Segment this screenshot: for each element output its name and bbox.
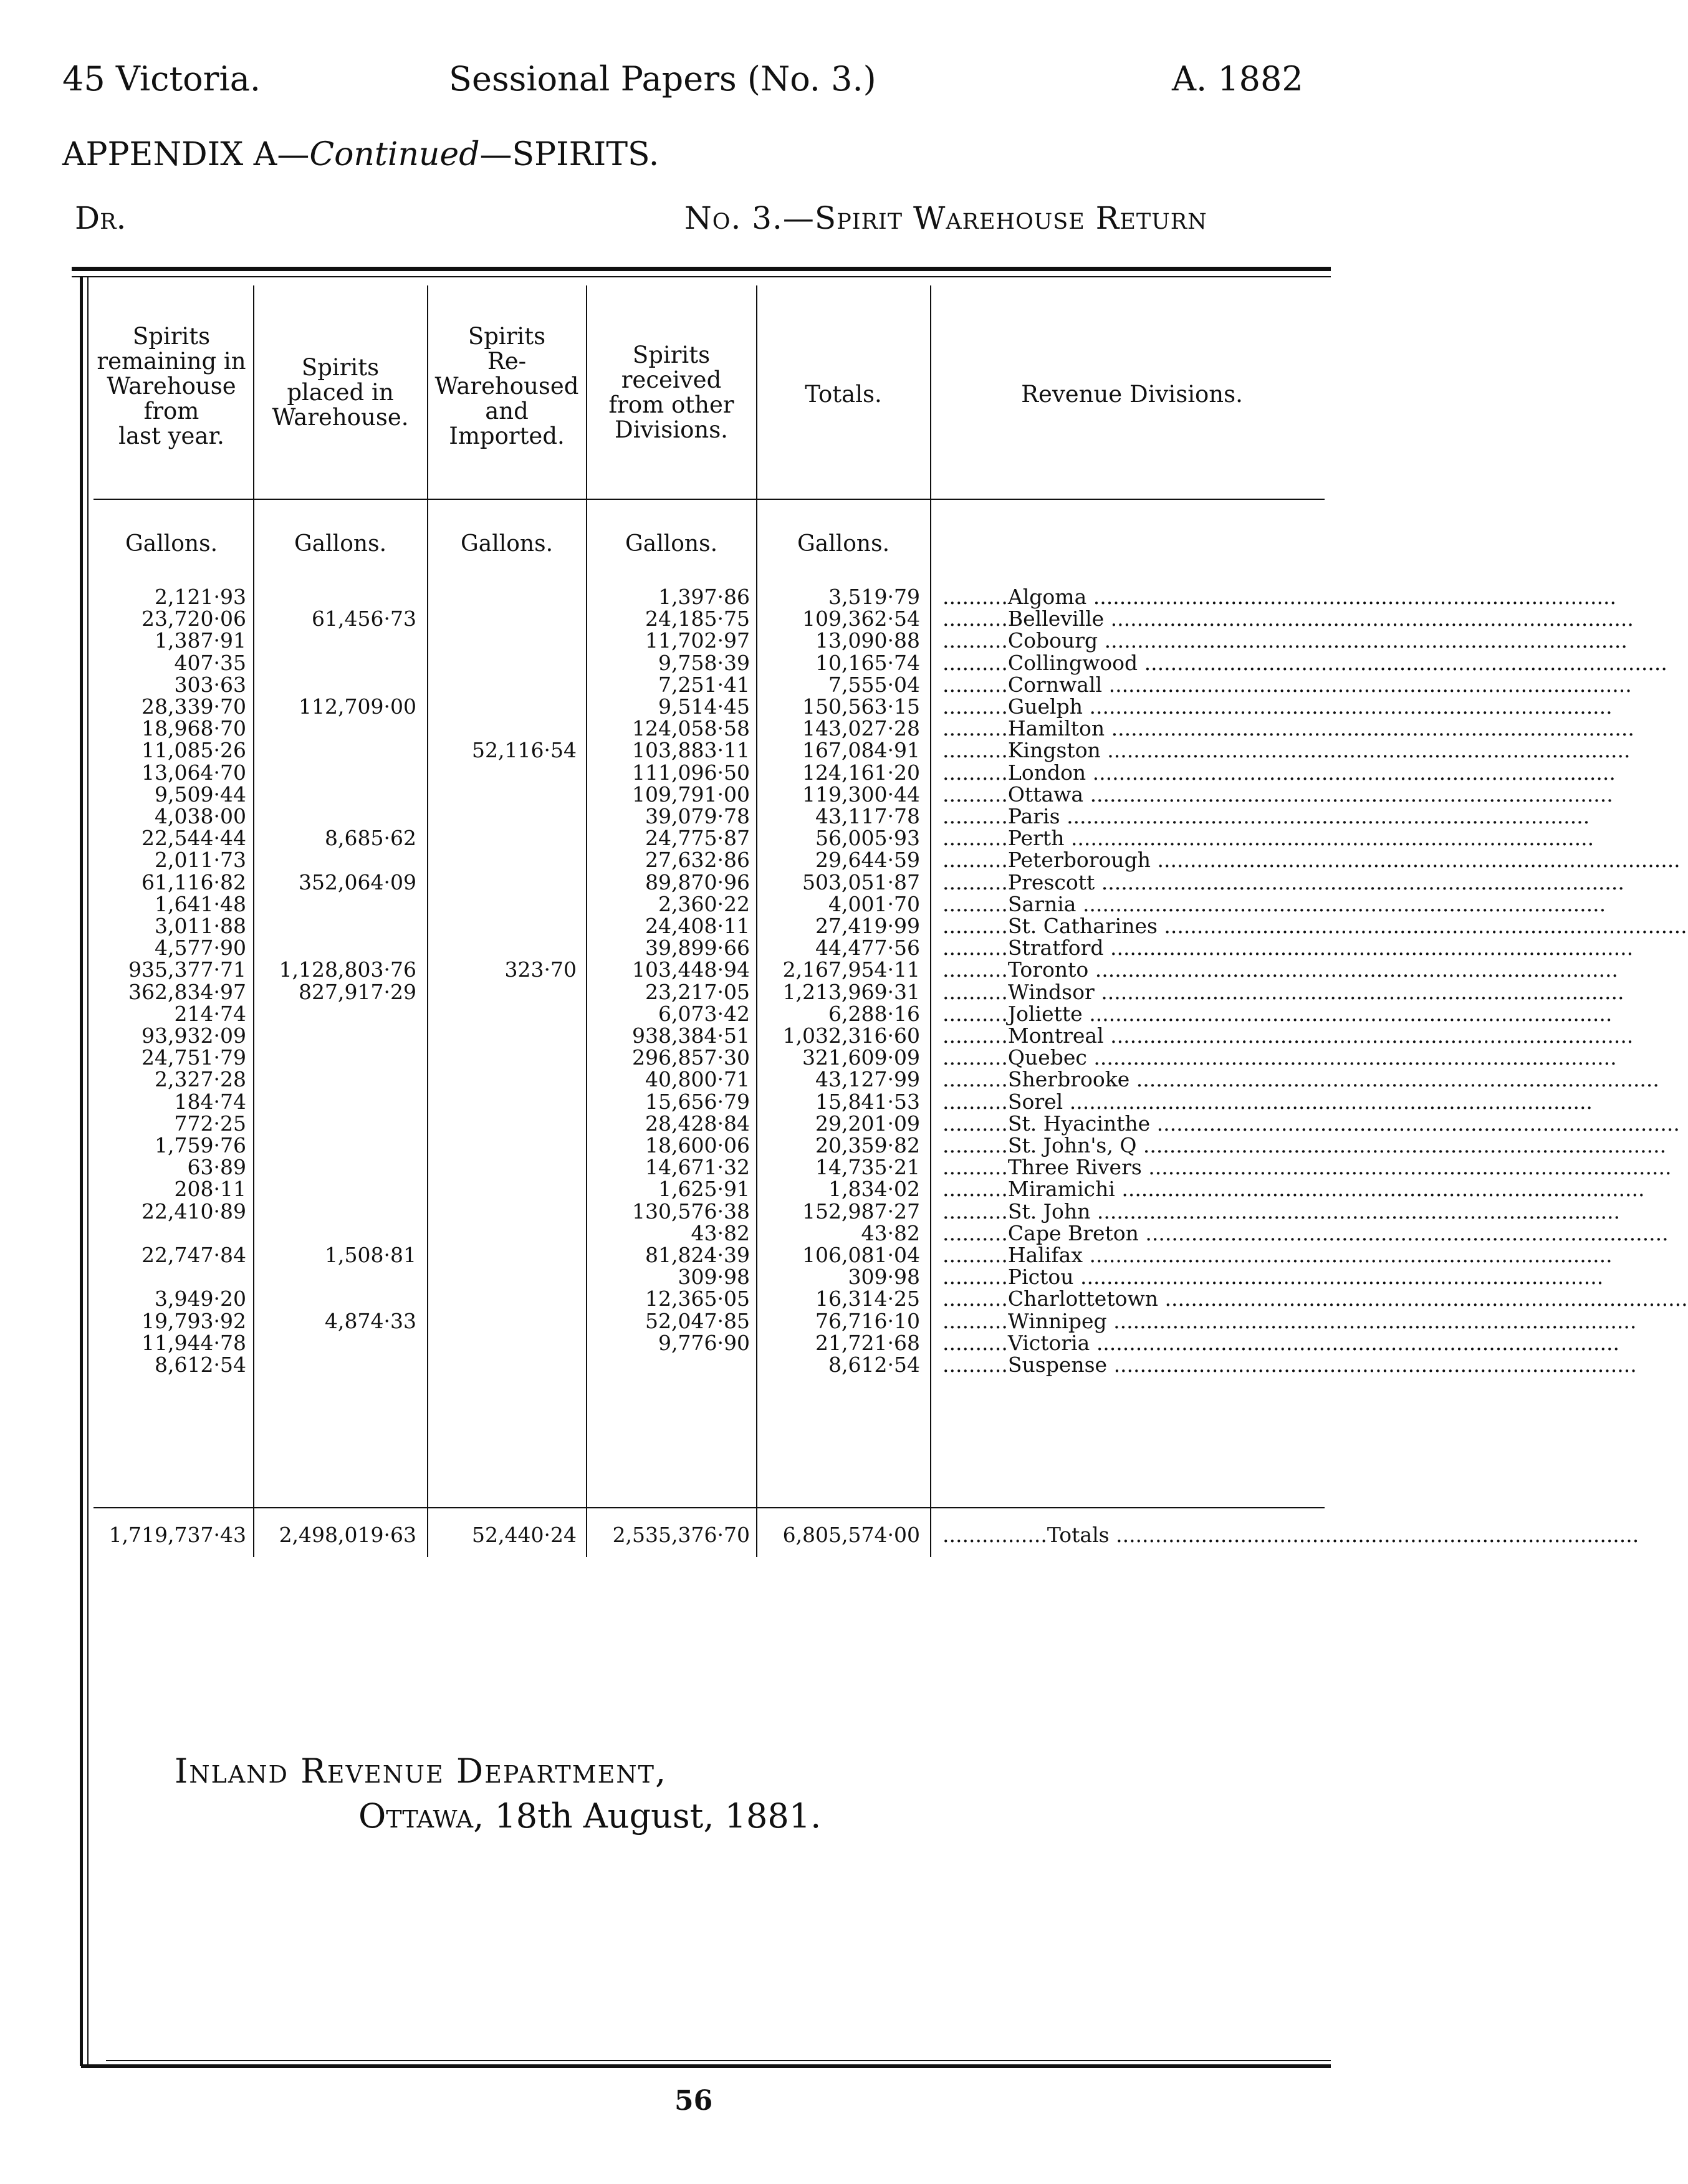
cell-total: 167,084·91	[802, 738, 920, 762]
place-date-line	[358, 1796, 821, 1836]
cell-division: ..........Pictou ................................................................................	[942, 1265, 1604, 1289]
cell-placed	[256, 674, 416, 696]
cell-placed	[256, 652, 416, 674]
cell-remaining: 22,410·89	[141, 1199, 246, 1224]
cell-rewarehoused	[430, 696, 577, 717]
division-name: Paris	[1007, 804, 1060, 828]
cell-rewarehoused	[430, 981, 577, 1003]
cell-received: 40,800·71	[645, 1067, 750, 1091]
cell-rewarehoused	[430, 849, 577, 871]
cell-division: ..........Cobourg ................................................................................	[942, 628, 1628, 653]
cell-placed	[256, 1266, 416, 1288]
cell-remaining: 407·35	[174, 651, 246, 675]
cell-total: 321,609·09	[802, 1045, 920, 1070]
division-name: Peterborough	[1007, 848, 1151, 872]
cell-rewarehoused	[430, 586, 577, 608]
cell-total: 44,477·56	[815, 936, 920, 960]
cell-total: 16,314·25	[815, 1286, 920, 1311]
cell-total: 106,081·04	[802, 1243, 920, 1267]
appendix-italic: Continued	[309, 136, 480, 173]
cell-total: 43,127·99	[815, 1067, 920, 1091]
cell-total: 29,201·09	[815, 1111, 920, 1136]
col-sep-1	[253, 285, 254, 1557]
unit-remaining: Gallons.	[125, 531, 218, 557]
cell-placed	[256, 717, 416, 739]
page-number: 56	[674, 2085, 713, 2117]
division-name: Winnipeg	[1007, 1309, 1107, 1333]
cell-rewarehoused: 52,116·54	[472, 738, 577, 762]
cell-received: 18,600·06	[645, 1133, 750, 1157]
cell-received: 28,428·84	[645, 1111, 750, 1136]
cell-received: 124,058·58	[632, 716, 750, 740]
cell-remaining: 19,793·92	[141, 1309, 246, 1333]
cell-division: ..........Sorel ................................................................................	[942, 1090, 1593, 1114]
cell-rewarehoused	[430, 608, 577, 630]
division-name: Charlottetown	[1007, 1286, 1158, 1311]
division-name: Cornwall	[1007, 673, 1103, 697]
cell-total: 76,716·10	[815, 1309, 920, 1333]
return-title: No. 3.—Spirit Warehouse Return	[684, 200, 1207, 236]
cell-division: ..........Quebec ................................................................................	[942, 1045, 1617, 1070]
division-name: Stratford	[1007, 936, 1104, 960]
cell-remaining: 9,509·44	[155, 782, 246, 807]
cell-division: ..........London ................................................................................	[942, 760, 1616, 785]
cell-rewarehoused	[430, 1288, 577, 1310]
cell-placed	[256, 937, 416, 959]
col-header-received: Spirits received from other Divisions.	[608, 342, 734, 443]
cell-remaining: 3,949·20	[155, 1286, 246, 1311]
col-sep-4	[756, 285, 757, 1557]
cell-division: ..........Joliette ................................................................................	[942, 1002, 1613, 1026]
division-name: Cobourg	[1007, 628, 1098, 653]
cell-remaining: 13,064·70	[141, 760, 246, 785]
division-name: St. John	[1007, 1199, 1091, 1224]
cell-received: 938,384·51	[632, 1023, 750, 1048]
cell-placed	[256, 849, 416, 871]
cell-division: ..........Montreal ................................................................................	[942, 1023, 1634, 1048]
cell-division: ..........Three Rivers ................................................................................	[942, 1155, 1672, 1179]
cell-placed	[256, 783, 416, 805]
cell-total: 7,555·04	[828, 673, 920, 697]
cell-received: 9,514·45	[658, 694, 750, 719]
cell-division: ..........Stratford ................................................................................	[942, 936, 1634, 960]
cell-division: ..........Collingwood ................................................................................	[942, 651, 1667, 675]
cell-received: 103,448·94	[632, 957, 750, 982]
header-right: A. 1882	[1172, 59, 1303, 98]
cell-placed	[256, 1091, 416, 1113]
cell-placed: 1,508·81	[325, 1243, 416, 1267]
division-name: Halifax	[1007, 1243, 1083, 1267]
cell-remaining: 11,944·78	[141, 1331, 246, 1355]
cell-received: 6,073·42	[658, 1002, 750, 1026]
cell-division: ..........Sarnia ................................................................................	[942, 892, 1606, 916]
total-remaining: 1,719,737·43	[108, 1523, 246, 1547]
cell-received: 9,776·90	[658, 1331, 750, 1355]
division-name: Pictou	[1007, 1265, 1074, 1289]
header-center: Sessional Papers (No. 3.)	[449, 59, 876, 98]
cell-division: ..........St. Catharines ................................................................................	[942, 914, 1687, 938]
cell-rewarehoused	[430, 1091, 577, 1113]
division-name: Quebec	[1007, 1045, 1087, 1070]
cell-division: ..........Peterborough ................................................................................	[942, 848, 1681, 872]
cell-total: 20,359·82	[815, 1133, 920, 1157]
total-placed: 2,498,019·63	[279, 1523, 416, 1547]
division-name: Perth	[1007, 826, 1065, 850]
cell-total: 124,161·20	[802, 760, 920, 785]
cell-remaining: 93,932·09	[141, 1023, 246, 1048]
left-rule-inner	[87, 277, 89, 2066]
cell-total: 4,001·70	[828, 892, 920, 916]
cell-placed: 827,917·29	[299, 980, 416, 1004]
cell-total: 309·98	[848, 1265, 920, 1289]
cell-placed	[256, 1113, 416, 1134]
division-name: Hamilton	[1007, 716, 1105, 740]
cell-rewarehoused	[430, 915, 577, 937]
cell-received: 39,079·78	[645, 804, 750, 828]
cell-rewarehoused	[430, 1310, 577, 1332]
cell-division: ..........Hamilton ................................................................................	[942, 716, 1634, 740]
cell-placed	[256, 805, 416, 827]
cell-division: ..........Cornwall ................................................................................	[942, 673, 1632, 697]
division-name: Guelph	[1007, 694, 1083, 719]
cell-received: 9,758·39	[658, 651, 750, 675]
cell-placed: 4,874·33	[325, 1309, 416, 1333]
cell-received: 39,899·66	[645, 936, 750, 960]
cell-total: 152,987·27	[802, 1199, 920, 1224]
cell-placed	[256, 739, 416, 761]
cell-remaining	[94, 1266, 246, 1288]
cell-rewarehoused	[430, 893, 577, 915]
cell-rewarehoused	[430, 1332, 577, 1354]
cell-received: 23,217·05	[645, 980, 750, 1004]
cell-rewarehoused	[430, 827, 577, 849]
cell-received: 109,791·00	[632, 782, 750, 807]
unit-placed: Gallons.	[294, 531, 387, 557]
cell-received: 111,096·50	[632, 760, 750, 785]
cell-remaining: 214·74	[174, 1002, 246, 1026]
col-header-revenue-divisions: Revenue Divisions.	[1021, 381, 1243, 408]
cell-total: 6,288·16	[828, 1002, 920, 1026]
cell-division: ..........Victoria ................................................................................	[942, 1331, 1619, 1355]
cell-rewarehoused	[430, 762, 577, 783]
cell-placed: 8,685·62	[325, 826, 416, 850]
cell-rewarehoused	[430, 1200, 577, 1222]
cell-total: 503,051·87	[802, 870, 920, 894]
cell-placed	[256, 1156, 416, 1178]
cell-received: 130,576·38	[632, 1199, 750, 1224]
cell-total: 2,167,954·11	[782, 957, 920, 982]
city: Ottawa	[358, 1796, 474, 1836]
cell-remaining: 61,116·82	[141, 870, 246, 894]
cell-division: ..........Belleville ................................................................................	[942, 606, 1634, 631]
totals-top-rule	[94, 1507, 1325, 1508]
cell-remaining: 208·11	[174, 1177, 246, 1201]
cell-total: 119,300·44	[802, 782, 920, 807]
cell-division: ..........St. John's, Q ................................................................................	[942, 1133, 1667, 1157]
cell-placed	[256, 1025, 416, 1046]
cell-rewarehoused	[430, 1156, 577, 1178]
cell-remaining: 11,085·26	[141, 738, 246, 762]
cell-total: 56,005·93	[815, 826, 920, 850]
cell-remaining: 18,968·70	[141, 716, 246, 740]
cell-rewarehoused	[430, 1068, 577, 1090]
division-name: Algoma	[1007, 585, 1087, 609]
cell-remaining: 184·74	[174, 1090, 246, 1114]
cell-received: 24,185·75	[645, 606, 750, 631]
division-name: Suspense	[1007, 1353, 1108, 1377]
unit-rewarehoused: Gallons.	[460, 531, 554, 557]
cell-remaining: 303·63	[174, 673, 246, 697]
division-name: Kingston	[1007, 738, 1101, 762]
division-name: Collingwood	[1007, 651, 1138, 675]
header-left: 45 Victoria.	[62, 59, 261, 98]
unit-totals: Gallons.	[797, 531, 890, 557]
totals-label: Totals	[1047, 1523, 1110, 1547]
cell-rewarehoused	[430, 937, 577, 959]
cell-division: ..........St. John ................................................................................	[942, 1199, 1621, 1224]
cell-division: ..........Guelph ................................................................................	[942, 694, 1613, 719]
cell-total: 8,612·54	[828, 1353, 920, 1377]
cell-rewarehoused	[430, 805, 577, 827]
cell-rewarehoused	[430, 1134, 577, 1156]
division-name: Belleville	[1007, 606, 1105, 631]
division-name: London	[1007, 760, 1086, 785]
division-name: Miramichi	[1007, 1177, 1115, 1201]
cell-received: 52,047·85	[645, 1309, 750, 1333]
col-header-placed: Spirits placed in Warehouse.	[272, 354, 409, 431]
cell-division: ..........Halifax ................................................................................	[942, 1243, 1613, 1267]
cell-division: ..........Kingston ................................................................................	[942, 738, 1631, 762]
cell-received: 7,251·41	[658, 673, 750, 697]
total-received: 2,535,376·70	[612, 1523, 750, 1547]
cell-remaining: 1,641·48	[155, 892, 246, 916]
cell-rewarehoused	[430, 1025, 577, 1046]
cell-total: 143,027·28	[802, 716, 920, 740]
cell-rewarehoused: 323·70	[504, 957, 577, 982]
division-name: Sherbrooke	[1007, 1067, 1130, 1091]
cell-total: 10,165·74	[815, 651, 920, 675]
bottom-rule	[81, 2064, 1331, 2068]
dr-label: Dr.	[75, 200, 127, 236]
cell-total: 1,834·02	[828, 1177, 920, 1201]
cell-remaining: 4,038·00	[155, 804, 246, 828]
col-sep-3	[586, 285, 587, 1557]
cell-remaining: 3,011·88	[155, 914, 246, 938]
cell-placed	[256, 1134, 416, 1156]
cell-division: ..........Charlottetown ................................................................................	[942, 1286, 1688, 1311]
cell-placed	[256, 1178, 416, 1200]
division-name: St. Catharines	[1007, 914, 1158, 938]
cell-remaining: 2,121·93	[155, 585, 246, 609]
cell-remaining: 28,339·70	[141, 694, 246, 719]
cell-total: 150,563·15	[802, 694, 920, 719]
unit-received: Gallons.	[625, 531, 718, 557]
appendix-title	[62, 138, 659, 171]
cell-remaining: 935,377·71	[128, 957, 246, 982]
cell-rewarehoused	[430, 1178, 577, 1200]
division-name: St. Hyacinthe	[1007, 1111, 1151, 1136]
cell-total: 3,519·79	[828, 585, 920, 609]
cell-rewarehoused	[430, 1244, 577, 1266]
cell-division: ..........Perth ................................................................................	[942, 826, 1594, 850]
cell-rewarehoused	[430, 717, 577, 739]
cell-placed: 1,128,803·76	[279, 957, 416, 982]
cell-placed: 61,456·73	[312, 606, 416, 631]
division-name: Three Rivers	[1007, 1155, 1142, 1179]
cell-rewarehoused	[430, 1354, 577, 1376]
cell-received: 2,360·22	[658, 892, 750, 916]
col-sep-2	[427, 285, 428, 1557]
bottom-rule-thin	[106, 2060, 1331, 2061]
appendix-prefix: APPENDIX A—	[62, 136, 310, 173]
cell-rewarehoused	[430, 1222, 577, 1244]
left-rule-outer	[80, 277, 83, 2066]
total-rewarehoused: 52,440·24	[472, 1523, 577, 1547]
division-name: Cape Breton	[1007, 1221, 1139, 1245]
cell-remaining: 1,387·91	[155, 628, 246, 653]
cell-total: 109,362·54	[802, 606, 920, 631]
cell-total: 27,419·99	[815, 914, 920, 938]
cell-received: 309·98	[678, 1265, 750, 1289]
cell-received: 11,702·97	[645, 628, 750, 653]
cell-placed	[256, 893, 416, 915]
cell-received: 1,397·86	[658, 585, 750, 609]
cell-total: 14,735·21	[815, 1155, 920, 1179]
cell-placed	[256, 586, 416, 608]
cell-remaining: 2,327·28	[155, 1067, 246, 1091]
cell-placed	[256, 1200, 416, 1222]
division-name: Montreal	[1007, 1023, 1104, 1048]
top-rule	[72, 267, 1331, 271]
cell-division: ..........Ottawa ................................................................................	[942, 782, 1613, 807]
cell-placed	[256, 1046, 416, 1068]
division-name: Sorel	[1007, 1090, 1063, 1114]
cell-rewarehoused	[430, 674, 577, 696]
cell-received: 103,883·11	[632, 738, 750, 762]
col-header-rewarehoused: Spirits Re- Warehoused and Imported.	[434, 323, 579, 449]
col-header-remaining: Spirits remaining in Warehouse from last year.	[97, 323, 246, 449]
cell-remaining: 362,834·97	[128, 980, 246, 1004]
cell-total: 1,213,969·31	[782, 980, 920, 1004]
cell-placed: 112,709·00	[299, 694, 416, 719]
cell-rewarehoused	[430, 652, 577, 674]
cell-total: 43,117·78	[815, 804, 920, 828]
cell-placed: 352,064·09	[299, 870, 416, 894]
cell-division: ..........Winnipeg ................................................................................	[942, 1309, 1637, 1333]
cell-rewarehoused	[430, 1113, 577, 1134]
division-name: Ottawa	[1007, 782, 1084, 807]
cell-remaining: 24,751·79	[141, 1045, 246, 1070]
cell-division: ..........St. Hyacinthe ................................................................................	[942, 1111, 1680, 1136]
cell-received: 27,632·86	[645, 848, 750, 872]
department-line: Inland Revenue Department,	[175, 1751, 668, 1791]
cell-placed	[256, 762, 416, 783]
cell-received: 24,408·11	[645, 914, 750, 938]
total-total: 6,805,574·00	[782, 1523, 920, 1547]
top-rule-thin	[72, 276, 1331, 277]
cell-remaining: 22,747·84	[141, 1243, 246, 1267]
cell-rewarehoused	[430, 1046, 577, 1068]
cell-division: ..........Paris ................................................................................	[942, 804, 1590, 828]
cell-division: ..........Suspense ................................................................................	[942, 1353, 1637, 1377]
cell-received: 43·82	[691, 1221, 750, 1245]
col-sep-5	[930, 285, 931, 1557]
division-name: St. John's, Q	[1007, 1133, 1137, 1157]
cell-received: 1,625·91	[658, 1177, 750, 1201]
cell-rewarehoused	[430, 630, 577, 651]
cell-placed	[256, 1332, 416, 1354]
cell-total: 29,644·59	[815, 848, 920, 872]
cell-total: 1,032,316·60	[782, 1023, 920, 1048]
cell-remaining: 23,720·06	[141, 606, 246, 631]
cell-rewarehoused	[430, 783, 577, 805]
cell-received: 15,656·79	[645, 1090, 750, 1114]
cell-placed	[256, 1354, 416, 1376]
cell-division: ..........Miramichi ................................................................................	[942, 1177, 1645, 1201]
cell-received: 296,857·30	[632, 1045, 750, 1070]
cell-division: ..........Windsor ................................................................................	[942, 980, 1624, 1004]
division-name: Windsor	[1007, 980, 1095, 1004]
cell-placed	[256, 1003, 416, 1025]
cell-total: 43·82	[861, 1221, 920, 1245]
division-name: Sarnia	[1007, 892, 1077, 916]
cell-rewarehoused	[430, 871, 577, 893]
division-name: Joliette	[1007, 1002, 1083, 1026]
cell-remaining: 772·25	[174, 1111, 246, 1136]
cell-rewarehoused	[430, 1266, 577, 1288]
cell-placed	[256, 1222, 416, 1244]
cell-placed	[256, 915, 416, 937]
cell-placed	[256, 630, 416, 651]
cell-division: ..........Toronto ................................................................................	[942, 957, 1618, 982]
cell-total: 21,721·68	[815, 1331, 920, 1355]
division-name: Toronto	[1007, 957, 1089, 982]
cell-received	[589, 1354, 750, 1376]
cell-remaining: 63·89	[187, 1155, 246, 1179]
cell-total: 15,841·53	[815, 1090, 920, 1114]
header-bottom-rule	[94, 499, 1325, 500]
appendix-suffix: —SPIRITS.	[479, 136, 659, 173]
division-name: Prescott	[1007, 870, 1095, 894]
cell-total: 13,090·88	[815, 628, 920, 653]
cell-division: ..........Sherbrooke ................................................................................	[942, 1067, 1659, 1091]
cell-remaining: 2,011·73	[155, 848, 246, 872]
cell-received: 12,365·05	[645, 1286, 750, 1311]
cell-rewarehoused	[430, 1003, 577, 1025]
cell-remaining	[94, 1222, 246, 1244]
cell-remaining: 8,612·54	[155, 1353, 246, 1377]
cell-division: ..........Prescott ................................................................................	[942, 870, 1624, 894]
cell-division: ..........Algoma ................................................................................	[942, 585, 1616, 609]
cell-remaining: 4,577·90	[155, 936, 246, 960]
cell-received: 81,824·39	[645, 1243, 750, 1267]
cell-division: ..........Cape Breton ................................................................................	[942, 1221, 1669, 1245]
cell-received: 89,870·96	[645, 870, 750, 894]
division-name: Victoria	[1007, 1331, 1090, 1355]
total-division: ................Totals ................................................................................	[942, 1523, 1639, 1547]
cell-remaining: 1,759·76	[155, 1133, 246, 1157]
cell-placed	[256, 1068, 416, 1090]
cell-remaining: 22,544·44	[141, 826, 246, 850]
col-header-totals: Totals.	[805, 381, 882, 408]
date: , 18th August, 1881.	[473, 1796, 822, 1836]
cell-received: 24,775·87	[645, 826, 750, 850]
cell-placed	[256, 1288, 416, 1310]
cell-received: 14,671·32	[645, 1155, 750, 1179]
